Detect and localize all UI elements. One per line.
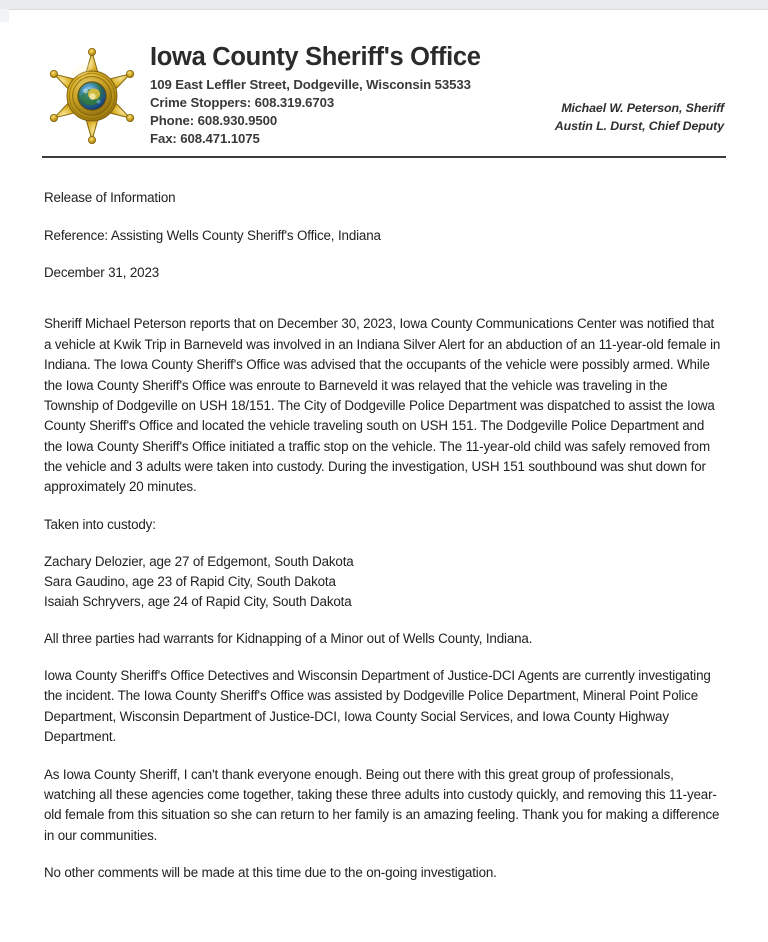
custody-heading: Taken into custody: bbox=[44, 516, 156, 532]
official-sheriff: Michael W. Peterson, Sheriff bbox=[561, 101, 724, 116]
official-chief-deputy: Austin L. Durst, Chief Deputy bbox=[554, 119, 724, 134]
reference-line: Reference: Assisting Wells County Sheriff's Office, Indiana bbox=[44, 227, 381, 243]
sheriff-star-badge-icon bbox=[46, 48, 138, 144]
sheriff-statement: As Iowa County Sheriff, I can't thank everyone enough. Being out there with this great group of professionals, watching all these agencies come together, taking these three adults into custody quickly, and removing this 11-year-old female from this situation so she can return to her family is an amazing feeling. Thank you for making a difference in our communities. bbox=[44, 766, 720, 843]
badge-container bbox=[42, 44, 142, 144]
closing-statement: No other comments will be made at this time due to the on-going investigation. bbox=[44, 865, 497, 881]
release-heading: Release of Information bbox=[44, 190, 176, 206]
list-spacer bbox=[44, 612, 724, 629]
letter-body bbox=[0, 158, 768, 883]
crime-stoppers-phone: Crime Stoppers: 608.319.6703 bbox=[150, 95, 335, 111]
custody-list bbox=[44, 552, 724, 611]
agency-fax: Fax: 608.471.1075 bbox=[150, 131, 260, 147]
agency-phone: Phone: 608.930.9500 bbox=[150, 113, 278, 129]
custody-list-item: Sara Gaudino, age 23 of Rapid City, South Dakota bbox=[44, 574, 336, 590]
scan-top-band bbox=[0, 0, 768, 10]
agency-contact-block bbox=[150, 76, 555, 148]
investigation-paragraph: Iowa County Sheriff's Office Detectives and Wisconsin Department of Justice-DCI Agents are currently investigating the incident. The Iowa County Sheriff's Office was assisted by Dodgeville Police Department, Mineral Point Police Department, Wisconsin Department of Justice-DCI, Iowa County Social Services, and Iowa County Highway Department. bbox=[44, 668, 711, 745]
scan-corner-artifact bbox=[0, 9, 9, 22]
agency-address: 109 East Leffler Street, Dodgeville, Wisconsin 53533 bbox=[150, 77, 471, 93]
section-spacer bbox=[44, 300, 724, 314]
letterhead bbox=[0, 22, 768, 148]
release-date: December 31, 2023 bbox=[44, 265, 160, 281]
officials-block bbox=[555, 100, 726, 148]
agency-name: Iowa County Sheriff's Office bbox=[150, 43, 481, 71]
incident-narrative: Sheriff Michael Peterson reports that on December 30, 2023, Iowa County Communications Center was notified that a vehicle at Kwik Trip in Barneveld was involved in an Indiana Silver Alert for an abduction of an 11-year-old female in Indiana. The Iowa County Sheriff's Office was advised that the occupants of the vehicle were possibly armed. While the Iowa County Sheriff's Office was enroute to Barneveld it was relayed that the vehicle was traveling in the Township of Dodgeville on USH 18/151. The City of Dodgeville Police Department was dispatched to assist the Iowa County Sheriff's Office and located the vehicle traveling south on USH 151. The Dodgeville Police Department and the Iowa County Sheriff's Office initiated a traffic stop on the vehicle. The 11-year-old child was safely removed from the vehicle and 3 adults were taken into custody. During the investigation, USH 151 southbound was shut down for approximately 20 minutes. bbox=[44, 316, 721, 495]
custody-list-item: Isaiah Schryvers, age 24 of Rapid City, South Dakota bbox=[44, 593, 352, 609]
agency-info bbox=[142, 44, 555, 148]
custody-list-item: Zachary Delozier, age 27 of Edgemont, South Dakota bbox=[44, 554, 354, 570]
letter-sheet bbox=[0, 22, 768, 942]
warrants-statement: All three parties had warrants for Kidnapping of a Minor out of Wells County, Indiana. bbox=[44, 630, 533, 646]
